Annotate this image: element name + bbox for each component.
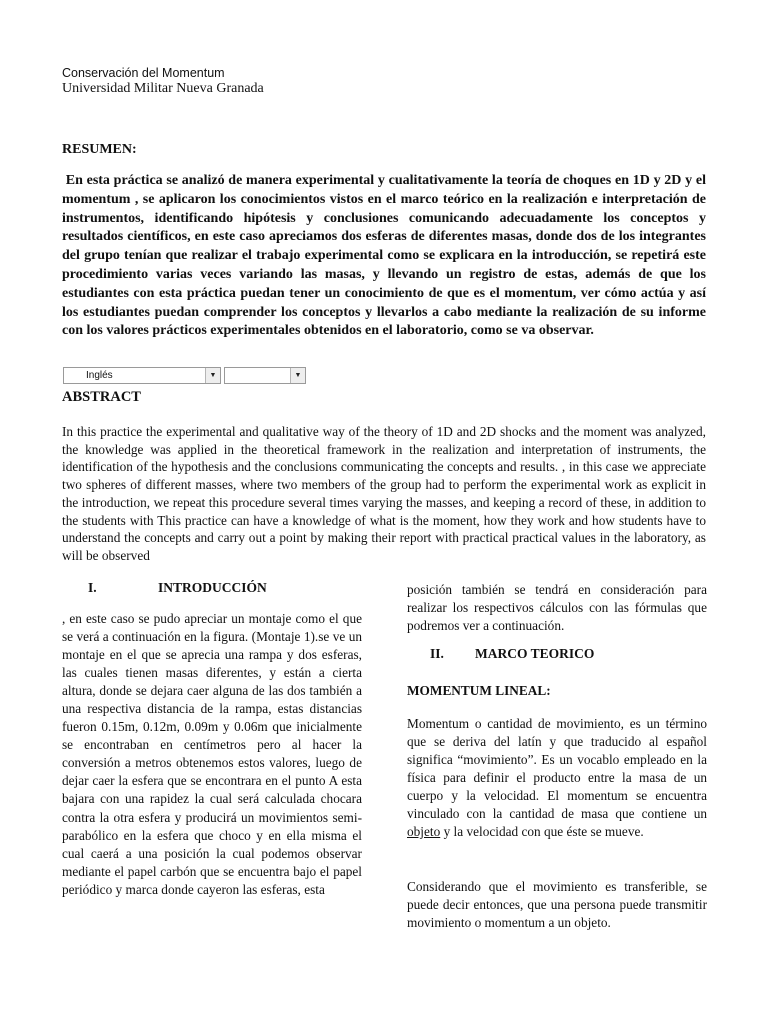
source-language-value: Inglés bbox=[86, 370, 113, 381]
university-name: Universidad Militar Nueva Granada bbox=[62, 81, 264, 96]
source-language-dropdown[interactable] bbox=[63, 367, 221, 384]
transfer-paragraph: Considerando que el movimiento es transferible, se puede decir entonces, que una persona puede transmitir movimiento o momentum a un objeto. bbox=[407, 879, 707, 931]
introduccion-paragraph: , en este caso se pudo apreciar un montaje como el que se verá a continuación en la figura. (Montaje 1).se ve un montaje en el que se aprecia una rampa y dos esferas, las cuales tienen masas diferentes, y están a cierta altura, donde se dejara caer alguna de las dos también a una respectiva distancia de la rampa, estas distancias fueron 0.15m, 0.12m, 0.09m y 0.06m que inicialmente se encontraban en centímetros pero al hacer la conversión a metros obtenemos estos valores, luego de dejar caer la esfera que se encontrara en el punto A esta bajara con una rapidez la cual será calculada chocara contra la otra esfera y producirá un movimientos semi-parabólico en la esfera que choco y en ella misma el cual caerá a una posición la cual podemos observar mediante el papel carbón que se encuentra bajo el papel periódico y marca donde cayeron las esferas, esta bbox=[62, 611, 362, 897]
resumen-paragraph: En esta práctica se analizó de manera experimental y cualitativamente la teoría de choques en 1D y 2D y el momentum , se aplicaron los conocimientos vistos en el marco teórico en la realización e interpretación de instrumentos, identificando hipótesis y conclusiones comunicando adecuadamente los conceptos y resultados científicos, en este caso apreciamos dos esferas de diferentes masas, donde dos de los integrantes del grupo tenían que realizar el trabajo experimental como se explicara en la introducción, se repetirá este procedimiento varias veces variando las masas, y llevando un registro de estas, además de que los estudiantes con esta práctica puedan tener un conocimiento de que es el momentum, ver cómo actúa y así los estudiantes puedan comprender los conceptos y llevarlos a cabo mediante la realización de su informe con los valores prácticos experimentales obtenidos en el laboratorio, como se va observar. bbox=[62, 173, 706, 339]
introduccion-continuation: posición también se tendrá en consideración para realizar los respectivos cálculos con las fórmulas que podremos ver a continuación. bbox=[407, 582, 707, 634]
momentum-paragraph: Momentum o cantidad de movimiento, es un término que se deriva del latín y que traducido al español significa “movimiento”. Es un vocablo empleado en la física para definir el producto entre la masa de un cuerpo y la velocidad. El momentum se encuentra vinculado con la cantidad de masa que contiene un objeto y la velocidad con que éste se mueve. bbox=[407, 716, 707, 840]
target-language-dropdown[interactable] bbox=[224, 367, 306, 384]
chevron-down-icon[interactable]: ▼ bbox=[290, 368, 305, 383]
course-title: Conservación del Momentum bbox=[62, 66, 225, 80]
abstract-paragraph: In this practice the experimental and qualitative way of the theory of 1D and 2D shocks and the moment was analyzed, the knowledge was applied in the theoretical framework in the realization and interpretation of instruments, the identification of the hypothesis and the conclusions communicating the concepts and results. , in this case we appreciate two spheres of different masses, where two members of the group had to perform the experimental work as explicit in the introduction, we repeat this procedure several times varying the masses, and keeping a record of these, in addition to the students with This practice can have a knowledge of what is the moment, how they work and how students have to understand the concepts and carry out a point by making their report with practical practical values in the laboratory, as will be observed bbox=[62, 424, 706, 563]
section-title: MARCO TEORICO bbox=[475, 646, 595, 661]
abstract-heading: ABSTRACT bbox=[62, 389, 141, 405]
marco-teorico-heading bbox=[430, 646, 594, 662]
target-language-value bbox=[225, 368, 290, 383]
chevron-down-icon[interactable]: ▼ bbox=[205, 368, 220, 383]
section-number: II. bbox=[430, 646, 444, 661]
section-title: INTRODUCCIÓN bbox=[158, 580, 267, 595]
language-selector-bar bbox=[63, 367, 306, 386]
section-number: I. bbox=[88, 580, 97, 595]
momentum-lineal-subheading: MOMENTUM LINEAL: bbox=[407, 683, 551, 698]
introduccion-heading bbox=[88, 580, 267, 596]
resumen-heading: RESUMEN: bbox=[62, 142, 137, 157]
